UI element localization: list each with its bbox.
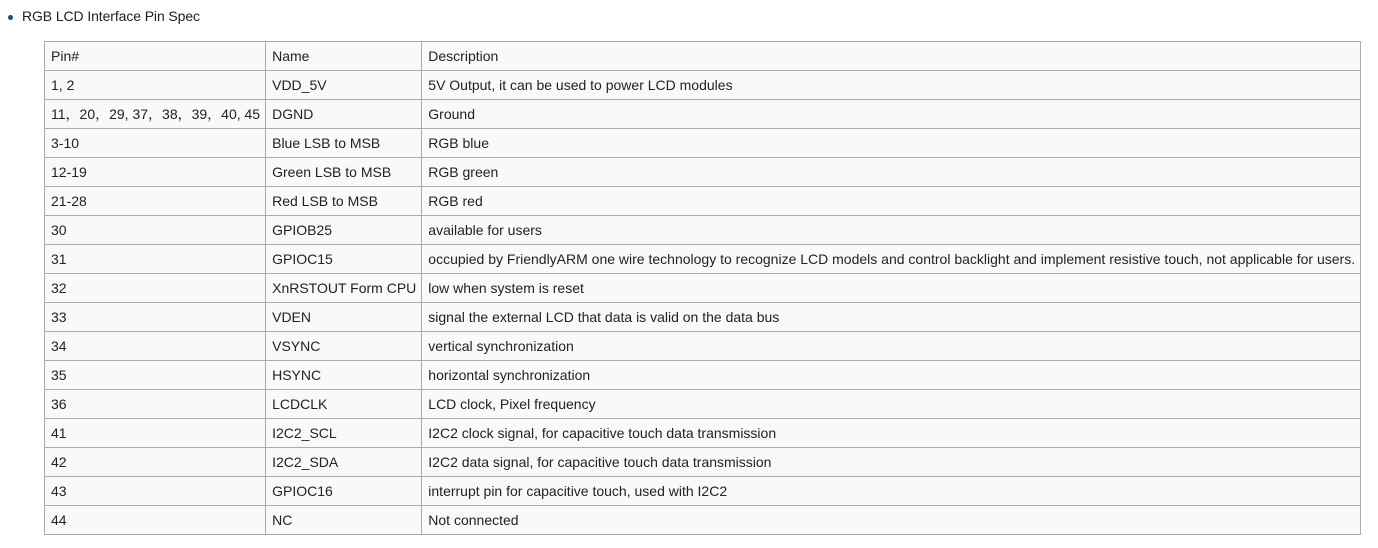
cell-description: horizontal synchronization (422, 361, 1361, 390)
cell-description: 5V Output, it can be used to power LCD modules (422, 71, 1361, 100)
table-row (45, 303, 1361, 332)
cell-description: RGB red (422, 187, 1361, 216)
cell-pin: 32 (45, 274, 266, 303)
cell-description: RGB blue (422, 129, 1361, 158)
cell-description: LCD clock, Pixel frequency (422, 390, 1361, 419)
cell-name: VDD_5V (266, 71, 422, 100)
cell-name: DGND (266, 100, 422, 129)
cell-name: GPIOB25 (266, 216, 422, 245)
cell-pin: 36 (45, 390, 266, 419)
cell-pin: 12-19 (45, 158, 266, 187)
table-row (45, 477, 1361, 506)
cell-description: I2C2 data signal, for capacitive touch data transmission (422, 448, 1361, 477)
cell-description: RGB green (422, 158, 1361, 187)
table-row (45, 187, 1361, 216)
cell-description: vertical synchronization (422, 332, 1361, 361)
cell-name: Red LSB to MSB (266, 187, 422, 216)
cell-name: I2C2_SDA (266, 448, 422, 477)
cell-name: GPIOC15 (266, 245, 422, 274)
header-name: Name (266, 42, 422, 71)
heading-text: RGB LCD Interface Pin Spec (22, 8, 200, 24)
table-row (45, 390, 1361, 419)
cell-name: Blue LSB to MSB (266, 129, 422, 158)
cell-name: Green LSB to MSB (266, 158, 422, 187)
table-row (45, 419, 1361, 448)
cell-description: I2C2 clock signal, for capacitive touch data transmission (422, 419, 1361, 448)
cell-name: LCDCLK (266, 390, 422, 419)
cell-description: signal the external LCD that data is valid on the data bus (422, 303, 1361, 332)
table-row (45, 332, 1361, 361)
header-pin: Pin# (45, 42, 266, 71)
section-heading (8, 6, 200, 26)
cell-name: XnRSTOUT Form CPU (266, 274, 422, 303)
cell-description: available for users (422, 216, 1361, 245)
cell-description: interrupt pin for capacitive touch, used with I2C2 (422, 477, 1361, 506)
header-description: Description (422, 42, 1361, 71)
cell-pin: 30 (45, 216, 266, 245)
cell-name: GPIOC16 (266, 477, 422, 506)
cell-description: Not connected (422, 506, 1361, 535)
cell-pin: 44 (45, 506, 266, 535)
bullet-icon (8, 15, 13, 20)
pin-spec-table (44, 41, 1361, 535)
table-row (45, 100, 1361, 129)
cell-pin: 41 (45, 419, 266, 448)
cell-description: low when system is reset (422, 274, 1361, 303)
table-row (45, 448, 1361, 477)
cell-pin: 1, 2 (45, 71, 266, 100)
cell-pin: 34 (45, 332, 266, 361)
table-row (45, 245, 1361, 274)
table-row (45, 274, 1361, 303)
cell-name: I2C2_SCL (266, 419, 422, 448)
table-header-row (45, 42, 1361, 71)
cell-description: Ground (422, 100, 1361, 129)
table-row (45, 506, 1361, 535)
table-row (45, 216, 1361, 245)
cell-pin: 31 (45, 245, 266, 274)
cell-name: NC (266, 506, 422, 535)
cell-pin: 3-10 (45, 129, 266, 158)
cell-pin: 11，20，29, 37，38，39，40, 45 (45, 100, 266, 129)
cell-description: occupied by FriendlyARM one wire technology to recognize LCD models and control backlight and implement resistive touch, not applicable for users. (422, 245, 1361, 274)
cell-pin: 35 (45, 361, 266, 390)
cell-name: VSYNC (266, 332, 422, 361)
cell-pin: 42 (45, 448, 266, 477)
table-row (45, 71, 1361, 100)
cell-pin: 21-28 (45, 187, 266, 216)
cell-pin: 43 (45, 477, 266, 506)
cell-name: HSYNC (266, 361, 422, 390)
table-row (45, 361, 1361, 390)
table-row (45, 158, 1361, 187)
table-row (45, 129, 1361, 158)
cell-pin: 33 (45, 303, 266, 332)
cell-name: VDEN (266, 303, 422, 332)
